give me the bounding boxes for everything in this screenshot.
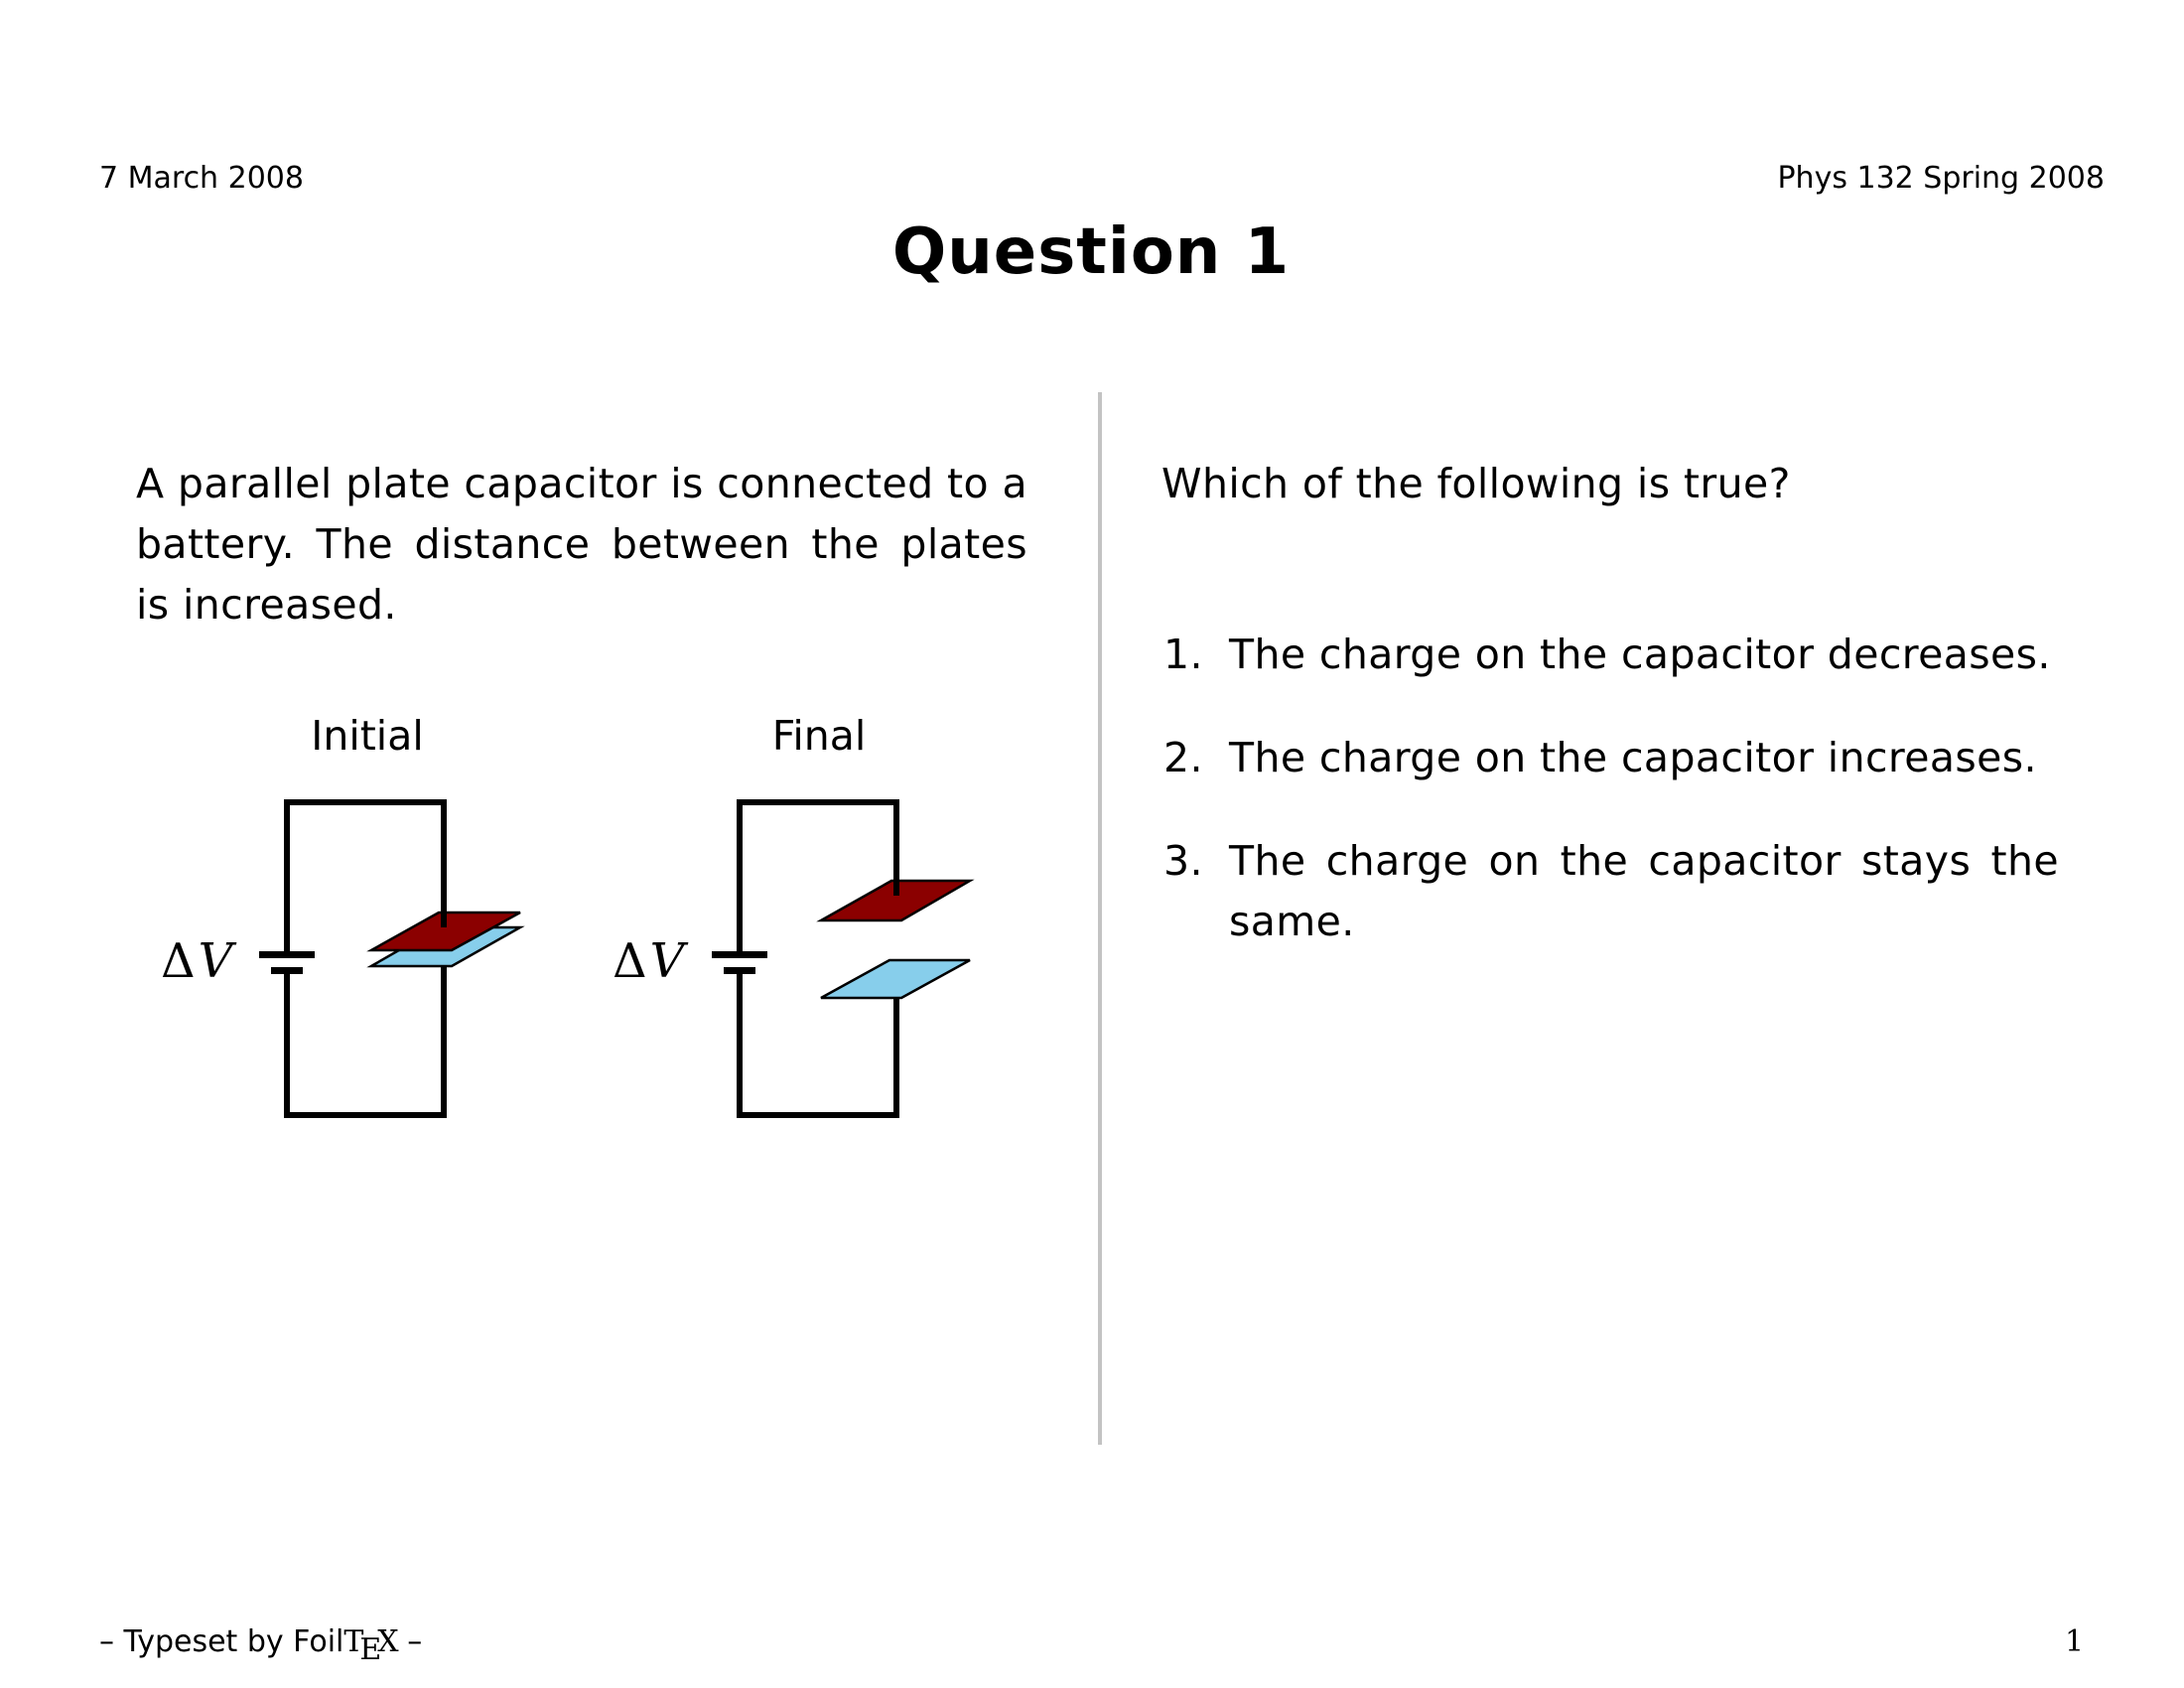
initial-circuit-label: Initial [311,712,424,760]
option-text: The charge on the capacitor stays the same. [1229,837,2059,945]
battery-long-plate [712,951,767,958]
initial-top-plate [371,913,520,950]
final-wires [740,802,896,1115]
footer-credit-text: – Typeset by Foil [99,1624,344,1659]
page-number: 1 [2065,1624,2085,1659]
delta-v-label: ΔV [613,933,685,989]
slide-date: 7 March 2008 [99,161,304,196]
final-top-plate [821,881,970,920]
option-text: The charge on the capacitor decreases. [1229,631,2051,678]
problem-statement: A parallel plate capacitor is connected to a battery. The distance between the plates is increased. [136,460,1027,629]
final-bottom-plate [821,960,970,998]
initial-bottom-plate [371,927,520,966]
delta-v-label: ΔV [161,933,233,989]
footer-credit-suffix: – [397,1624,423,1659]
final-circuit [613,802,970,1115]
initial-circuit [161,802,520,1115]
option-number: 2. [1163,734,1203,781]
battery-long-plate [259,951,315,958]
option-text: The charge on the capacitor increases. [1229,734,2037,781]
final-circuit-label: Final [771,712,867,760]
course-name: Phys 132 Spring 2008 [1777,161,2105,196]
footer-credit [99,1624,423,1667]
slide-title [0,212,2184,292]
question-prompt: Which of the following is true? [1161,460,1791,507]
slide-title-text: Question 1 [891,215,1291,289]
option-number: 1. [1163,631,1203,678]
column-divider [1098,392,1102,1445]
tex-logo: TEX [343,1624,398,1667]
battery-short-plate [724,967,755,974]
initial-wires [287,802,444,1115]
option-number: 3. [1163,837,1203,885]
battery-short-plate [271,967,303,974]
